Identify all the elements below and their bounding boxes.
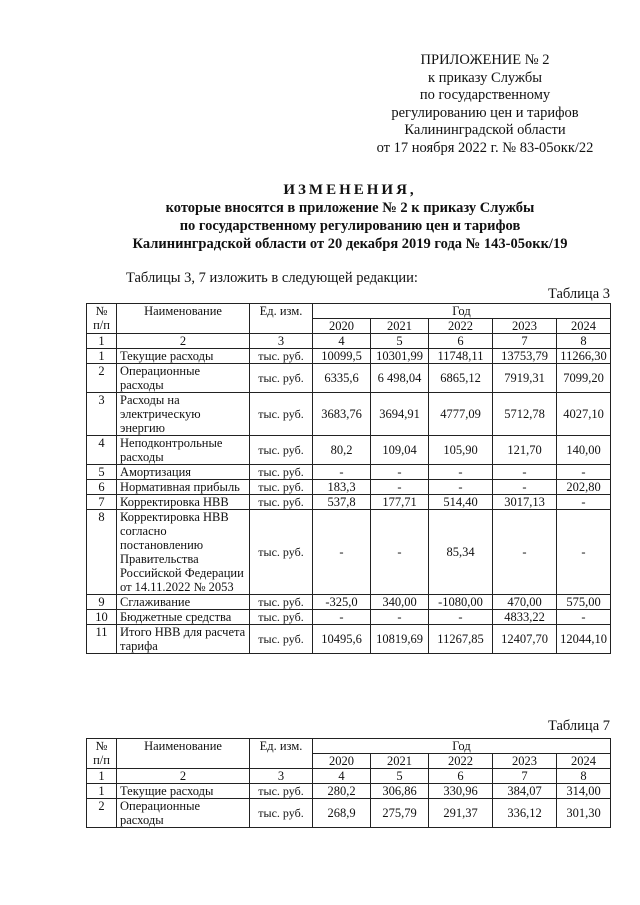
row-value: 80,2: [313, 436, 371, 465]
row-name: Итого НВВ для расчета тарифа: [117, 625, 250, 654]
table-row: [87, 610, 611, 625]
appendix-line: Калининградской области: [404, 122, 566, 138]
row-value: -: [313, 465, 371, 480]
row-number: 1: [87, 784, 117, 799]
row-name: Текущие расходы: [117, 349, 250, 364]
row-number: 3: [87, 393, 117, 436]
index-row: [87, 769, 611, 784]
row-value: -: [313, 610, 371, 625]
row-name: Операционные расходы: [117, 799, 250, 828]
index-cell: 2: [117, 769, 250, 784]
appendix-line: к приказу Службы: [428, 69, 542, 86]
table-row: [87, 436, 611, 465]
year-cell: 2023: [493, 319, 557, 334]
index-cell: 2: [117, 334, 250, 349]
table-7: [86, 738, 611, 828]
table-row: [87, 595, 611, 610]
index-cell: 1: [87, 334, 117, 349]
index-cell: 7: [493, 769, 557, 784]
appendix-block: [360, 52, 610, 157]
row-value: 10099,5: [313, 349, 371, 364]
row-value: 3683,76: [313, 393, 371, 436]
heading-line: по государственному регулированию цен и тарифов: [179, 218, 521, 234]
row-unit: тыс. руб.: [250, 625, 313, 654]
appendix-line: от 17 ноября 2022 г. № 83-05окк/22: [376, 139, 594, 156]
year-cell: 2021: [371, 319, 429, 334]
row-number: 11: [87, 625, 117, 654]
header-row: [87, 739, 611, 754]
table7-caption: Таблица 7: [547, 718, 610, 734]
row-number: 5: [87, 465, 117, 480]
row-value: 13753,79: [493, 349, 557, 364]
row-value: 4027,10: [557, 393, 611, 436]
header-unit: Ед. изм.: [250, 739, 313, 769]
row-value: -: [313, 510, 371, 595]
row-value: -: [557, 610, 611, 625]
row-unit: тыс. руб.: [250, 349, 313, 364]
row-value: 336,12: [493, 799, 557, 828]
header-num: № п/п: [87, 739, 117, 769]
row-number: 2: [87, 364, 117, 393]
row-value: 280,2: [313, 784, 371, 799]
row-value: -: [429, 465, 493, 480]
row-name: Сглаживание: [117, 595, 250, 610]
row-number: 6: [87, 480, 117, 495]
table-row: [87, 799, 611, 828]
index-cell: 7: [493, 334, 557, 349]
year-cell: 2023: [493, 754, 557, 769]
row-name: Корректировка НВВ: [117, 495, 250, 510]
row-value: 177,71: [371, 495, 429, 510]
index-cell: 3: [250, 769, 313, 784]
header-row: [87, 304, 611, 319]
index-cell: 5: [371, 769, 429, 784]
year-cell: 2022: [429, 319, 493, 334]
table3-body: [87, 349, 611, 654]
row-value: 11267,85: [429, 625, 493, 654]
year-cell: 2020: [313, 319, 371, 334]
row-value: -: [557, 510, 611, 595]
row-number: 7: [87, 495, 117, 510]
table-row: [87, 480, 611, 495]
appendix-line: по государственному: [419, 87, 551, 103]
row-value: 3694,91: [371, 393, 429, 436]
row-value: 183,3: [313, 480, 371, 495]
row-number: 2: [87, 799, 117, 828]
header-year: Год: [313, 304, 611, 319]
row-value: 11748,11: [429, 349, 493, 364]
appendix-line: регулированию цен и тарифов: [391, 104, 579, 121]
row-unit: тыс. руб.: [250, 610, 313, 625]
index-cell: 6: [429, 334, 493, 349]
row-name: Текущие расходы: [117, 784, 250, 799]
row-number: 1: [87, 349, 117, 364]
row-value: 3017,13: [493, 495, 557, 510]
row-value: 384,07: [493, 784, 557, 799]
row-value: 11266,30: [557, 349, 611, 364]
table-row: [87, 784, 611, 799]
row-value: -: [493, 480, 557, 495]
index-cell: 8: [557, 769, 611, 784]
row-value: -1080,00: [429, 595, 493, 610]
row-value: 6865,12: [429, 364, 493, 393]
row-value: -: [429, 610, 493, 625]
row-value: 6335,6: [313, 364, 371, 393]
row-name: Амортизация: [117, 465, 250, 480]
row-value: 4777,09: [429, 393, 493, 436]
row-number: 10: [87, 610, 117, 625]
row-value: 330,96: [429, 784, 493, 799]
row-value: 202,80: [557, 480, 611, 495]
row-value: -: [371, 510, 429, 595]
row-value: 4833,22: [493, 610, 557, 625]
row-value: -: [429, 480, 493, 495]
table-row: [87, 364, 611, 393]
row-value: 306,86: [371, 784, 429, 799]
row-value: 470,00: [493, 595, 557, 610]
row-value: 7919,31: [493, 364, 557, 393]
heading-title: ИЗМЕНЕНИЯ,: [283, 182, 417, 198]
row-value: -: [371, 610, 429, 625]
row-value: 140,00: [557, 436, 611, 465]
row-value: 575,00: [557, 595, 611, 610]
row-value: 121,70: [493, 436, 557, 465]
intro-text: Таблицы 3, 7 изложить в следующей редакции:: [126, 270, 418, 286]
row-value: -: [557, 465, 611, 480]
table-3: [86, 303, 611, 654]
table-row: [87, 349, 611, 364]
index-cell: 4: [313, 334, 371, 349]
heading-line: которые вносятся в приложение № 2 к приказу Службы: [165, 200, 535, 216]
row-number: 8: [87, 510, 117, 595]
row-name: Нормативная прибыль: [117, 480, 250, 495]
row-value: -325,0: [313, 595, 371, 610]
index-cell: 3: [250, 334, 313, 349]
year-cell: 2022: [429, 754, 493, 769]
row-value: 12407,70: [493, 625, 557, 654]
row-unit: тыс. руб.: [250, 436, 313, 465]
row-name: Операционные расходы: [117, 364, 250, 393]
row-value: 514,40: [429, 495, 493, 510]
row-value: 301,30: [557, 799, 611, 828]
row-value: -: [371, 480, 429, 495]
row-value: 109,04: [371, 436, 429, 465]
row-unit: тыс. руб.: [250, 364, 313, 393]
row-unit: тыс. руб.: [250, 465, 313, 480]
index-row: [87, 334, 611, 349]
row-value: 537,8: [313, 495, 371, 510]
header-name: Наименование: [117, 304, 250, 334]
row-value: 291,37: [429, 799, 493, 828]
row-unit: тыс. руб.: [250, 495, 313, 510]
row-value: 105,90: [429, 436, 493, 465]
index-cell: 6: [429, 769, 493, 784]
row-name: Бюджетные средства: [117, 610, 250, 625]
heading-line: Калининградской области от 20 декабря 2019 года № 143-05окк/19: [132, 236, 568, 252]
row-value: 6 498,04: [371, 364, 429, 393]
row-unit: тыс. руб.: [250, 799, 313, 828]
table-row: [87, 625, 611, 654]
header-num: № п/п: [87, 304, 117, 334]
row-unit: тыс. руб.: [250, 393, 313, 436]
table-row: [87, 393, 611, 436]
row-unit: тыс. руб.: [250, 510, 313, 595]
table-row: [87, 495, 611, 510]
year-cell: 2024: [557, 754, 611, 769]
row-name: Неподконтрольные расходы: [117, 436, 250, 465]
row-value: -: [557, 495, 611, 510]
row-value: 10301,99: [371, 349, 429, 364]
index-cell: 5: [371, 334, 429, 349]
row-value: 7099,20: [557, 364, 611, 393]
index-cell: 4: [313, 769, 371, 784]
row-unit: тыс. руб.: [250, 595, 313, 610]
row-value: 12044,10: [557, 625, 611, 654]
header-name: Наименование: [117, 739, 250, 769]
row-name: Корректировка НВВ согласно постановлению Правительства Российской Федерации от 14.11.2022 № 2053: [117, 510, 250, 595]
row-value: 10819,69: [371, 625, 429, 654]
table-row: [87, 510, 611, 595]
table3-caption: Таблица 3: [547, 286, 610, 302]
row-value: -: [493, 510, 557, 595]
index-cell: 8: [557, 334, 611, 349]
row-value: 5712,78: [493, 393, 557, 436]
table-row: [87, 465, 611, 480]
year-cell: 2024: [557, 319, 611, 334]
row-unit: тыс. руб.: [250, 784, 313, 799]
table7-body: [87, 784, 611, 828]
header-year: Год: [313, 739, 611, 754]
row-number: 4: [87, 436, 117, 465]
header-unit: Ед. изм.: [250, 304, 313, 334]
row-value: 314,00: [557, 784, 611, 799]
year-cell: 2021: [371, 754, 429, 769]
row-value: 10495,6: [313, 625, 371, 654]
row-number: 9: [87, 595, 117, 610]
index-cell: 1: [87, 769, 117, 784]
row-value: 85,34: [429, 510, 493, 595]
document-heading: [60, 181, 640, 253]
row-value: -: [493, 465, 557, 480]
row-value: 268,9: [313, 799, 371, 828]
year-cell: 2020: [313, 754, 371, 769]
appendix-line: ПРИЛОЖЕНИЕ № 2: [420, 52, 550, 68]
row-value: 340,00: [371, 595, 429, 610]
row-unit: тыс. руб.: [250, 480, 313, 495]
row-value: 275,79: [371, 799, 429, 828]
row-name: Расходы на электрическую энергию: [117, 393, 250, 436]
row-value: -: [371, 465, 429, 480]
